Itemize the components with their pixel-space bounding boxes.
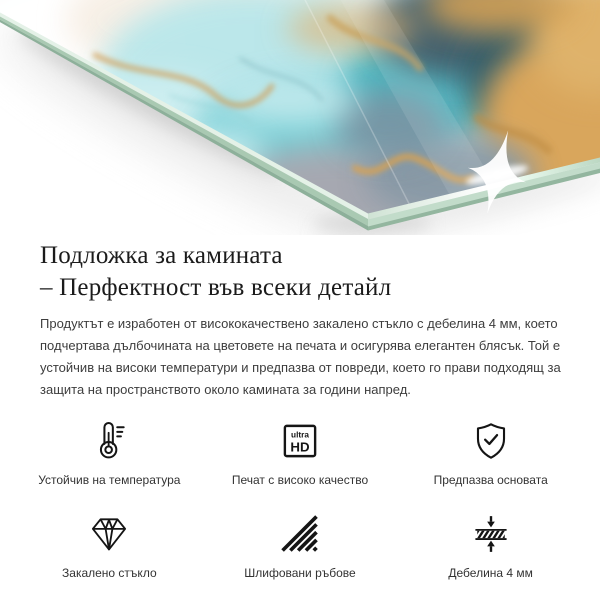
feature-tempered-glass	[14, 502, 205, 581]
title-line-1: Подложка за камината	[40, 242, 283, 269]
feature-polished-edges	[205, 502, 396, 581]
thermometer-icon	[87, 419, 131, 463]
content-section	[0, 240, 600, 401]
shield-check-icon	[469, 419, 513, 463]
feature-temperature	[14, 409, 205, 488]
feature-label: Печат с високо качество	[231, 473, 369, 487]
feature-thickness	[395, 502, 586, 581]
product-image	[0, 0, 600, 235]
polished-edges-icon	[278, 512, 322, 556]
feature-label: Предпазва основата	[433, 473, 548, 487]
feature-label: Закалено стъкло	[62, 566, 157, 580]
diamond-icon	[87, 512, 131, 556]
ultra-hd-badge-top: ultra	[291, 430, 309, 440]
title-line-2: – Перфектност във всеки детайл	[40, 273, 392, 301]
feature-print-quality	[205, 409, 396, 488]
thickness-4mm-icon	[469, 512, 513, 556]
ultra-hd-icon	[278, 419, 322, 463]
ultra-hd-badge-bottom: HD	[290, 439, 310, 455]
glass-panel-photo	[0, 0, 600, 235]
feature-protects-base	[395, 409, 586, 488]
feature-label: Шлифовани ръбове	[244, 566, 356, 580]
page-title	[40, 240, 566, 303]
product-description: Продуктът е изработен от висококачествено закалено стъкло с дебелина 4 мм, което подчертава дълбочината на цветовете на печата и осигурява елегантен блясък. Той е устойчив на високи температури и предпазва от повреди, което го прави подходящ за защита на пространството около камината за години напред.	[40, 316, 561, 397]
features-grid	[0, 409, 600, 581]
feature-label: Дебелина 4 мм	[448, 566, 533, 580]
feature-label: Устойчив на температура	[38, 473, 181, 487]
